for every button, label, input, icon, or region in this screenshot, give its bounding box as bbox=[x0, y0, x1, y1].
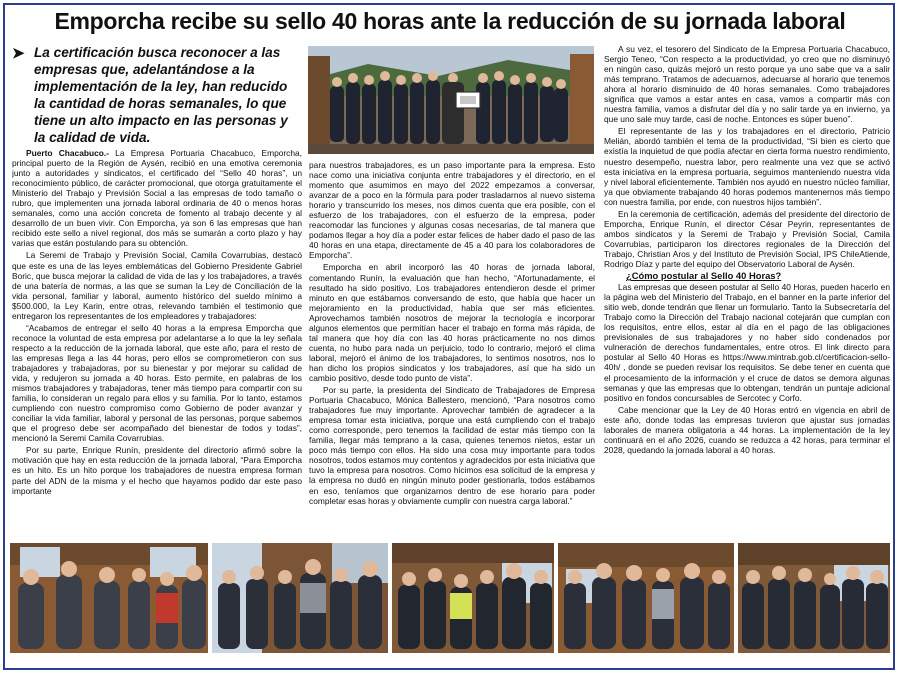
ceremony-group-photo bbox=[308, 46, 594, 154]
photo-group-officials bbox=[10, 543, 208, 653]
paragraph: Emporcha en abril incorporó las 40 horas de jornada laboral, comentando Runín, la evaluación que han hecho, “Afortunadamente, el resultado ha sido positivo. Los trabajadores entendieron desde el primer minuto en que estábamos conversando de esto, que había que hacer un mejoramiento en la productividad, había que ser más eficientes. Aprovechamos también nosotros de mejorar la tecnología e incorporar algunos elementos que permitían hacer el trabajo en forma más rápida, de tal manera que hoy día con las 40 horas prácticamente no nos dimos cuenta, no hubo para nada un perjuicio, todo lo contrario, mejoró el clima laboral, mejoró el ánimo de los trabajadores, lo sentimos nosotros, nos lo han dicho los propios sindicatos y los trabajadores, así que ha sido un cambio positivo, desde todo punto de vista”. bbox=[309, 262, 595, 383]
paragraph: Las empresas que deseen postular al Sello 40 Horas, pueden hacerlo en la página web del Ministerio del Trabajo, en el banner en la parte inferior del sitio web, donde tendrán que llenar un formulario. Tanto la Subsecretaría del Trabajo como la Dirección del Trabajo nacional cotejarán que cumplan con los requisitos, entre ellos, estar al día en el pago de las obligaciones previsionales de sus trabajadores y no haber sido condenados por vulneración de derechos fundamentales, entre otros. El link directo para postular al Sello 40 Horas es https://www.mintrab.gob.cl/certificacion-sello-40h/ , donde se pueden revisar los requisitos. Se debe tener en cuenta que el procesamiento de la información y el cruce de datos se demora algunas semanas y que las empresas que lo obtengan, tendrán un puntaje adicional positivo en fondos concursables de Sercotec y Corfo. bbox=[604, 282, 890, 403]
paragraph: Por su parte, Enrique Runín, presidente del directorio afirmó sobre la motivación que hay en esta reducción de la jornada laboral, “Para Emporcha es un hito. Es un hito porque los trabajadores de nuestra empresa forman parte del ADN de la misma y el hecho que hayamos podido dar este paso importante bbox=[12, 445, 302, 496]
paragraph: para nuestros trabajadores, es un paso importante para la empresa. Esto nace como una iniciativa conjunta entre trabajadores y el directorio, en el momento que asumimos en mayo del 2022 empezamos a conversar, avanzar de a poco en la fórmula para poder trasladarnos al nuevo sistema horario y transcurrido los meses, nos dimos cuenta que era posible, con el esfuerzo de los trabajadores, con el esfuerzo de la empresa, poder reacomodar las funciones y algunas cosas necesarias, de tal manera que podamos llegar a hoy día a poder estar felices de haber dado el paso de las 40 horas en una etapa, directamente de 45 a 40 para los colaboradores de Emporcha”. bbox=[309, 160, 595, 261]
column-1 bbox=[12, 148, 302, 540]
headline: Emporcha recibe su sello 40 horas ante la reducción de su jornada laboral bbox=[54, 8, 846, 34]
lead-text: La certificación busca reconocer a las empresas que, adelantándose a la implementación de la ley, han reducido la cantidad de horas semanales, lo que tiene un alto impacto en las personas y la calidad de vida. bbox=[34, 45, 288, 145]
paragraph: Por su parte, la presidenta del Sindicato de Trabajadores de Empresa Portuaria Chacabuco, Mónica Ballestero, mencionó, “Para nosotros como trabajadores fue muy importante. Aprovechar también de agradecer a la empresa tomar esta iniciativa, porque una está cumpliendo con el trabajo como corresponde, pero tenemos la facilidad de estar más tiempo con la familia, llegar más temprano a la casa, quienes tenemos nietos, estar un poco más tiempo con ellos. Ha sido una cosa muy importante para todos nosotros, todos estamos muy contentos y agradecidos por esta iniciativa que tuvo la empresa para nosotros. Como hicimos esa solicitud de la empresa y la empresa no dudó en ningún minuto poder gestionarla, todos estábamos en eso, teníamos que organizarnos dentro de ese horario para poder completar esas horas y obviamente cumplir con nuestra carga laboral.” bbox=[309, 385, 595, 506]
paragraph: A su vez, el tesorero del Sindicato de la Empresa Portuaria Chacabuco, Sergio Teneo, “Con respecto a la productividad, yo creo que no disminuyó en ningún caso, quizás mejoró un resto porque ya uno sabe que va a salir más temprano. Tratamos de adecuarnos, adecuarse al horario que tenemos ahora al horario disminuido de 40 horas semanales. Como trabajadores significa que vamos a estar antes en casa, vamos a compartir más con nuestra familia, vamos a disfrutar del día y no salir tarde ya en invierno, ya que uno sale muy tarde, casi de noche. Entonces es súper bueno”. bbox=[604, 44, 890, 125]
dateline: Puerto Chacabuco.- bbox=[26, 148, 109, 158]
subheading: ¿Cómo postular al Sello 40 Horas? bbox=[626, 270, 782, 282]
arrow-bullet-icon: ➤ bbox=[12, 45, 25, 62]
paragraph: En la ceremonia de certificación, además del presidente del directorio de Emporcha, Enrique Runín, el director César Peyrin, representantes de ambos sindicatos y la Seremi de Trabajo y Previsión Social, Camila Covarrubias, participaron los directores regionales de la Dirección del Trabajo, Christian Aros y del Instituto de Previsión Social, IPS ChileAtiende, Rodrigo Díaz y parte del equipo del Observatorio Laboral de Aysén. bbox=[604, 208, 890, 269]
photo-group-directors bbox=[558, 543, 734, 653]
paragraph: El representante de las y los trabajadores en el directorio, Patricio Melián, abordó también el tema de la productividad, “Si bien es cierto que existía la inquietud de que podía afectar en cierta forma nuestro rendimiento, nuestro desempeño, nuestra labor, pero realmente una vez que se activó esta iniciativa en la empresa portuaria, seguimos manteniendo nuestra vida y nivel laboral eficientemente. También nos ayudó en nuestro núcleo familiar, ya que obviamente trabajando 40 horas podemos mantenernos más tiempo con nuestra familia, por ende, con nuestros hijos también”. bbox=[604, 126, 890, 207]
photo-group-union bbox=[392, 543, 554, 653]
column-2 bbox=[309, 160, 595, 544]
paragraph: La Seremi de Trabajo y Previsión Social, Camila Covarrubias, destacó que este es una de las leyes emblemáticas del Gobierno Presidente Gabriel Boric, que busca mejorar la calidad de vida de las y los trabajadores, a través de una batería de normas, a las que se suman la Ley de Conciliación de la vida personal, familiar y laboral, aumento histórico del sueldo mínimo a $500.000, la Ley Karin, entre otras, relevando también el testimonio que entregaron los representantes de los empleadores y trabajadores: bbox=[12, 250, 302, 321]
column-3 bbox=[604, 44, 890, 519]
photo-group-team bbox=[738, 543, 890, 653]
paragraph: Puerto Chacabuco.- La Empresa Portuaria Chacabuco, Emporcha, principal puerto de la Región de Aysén, recibió en una emotiva ceremonia junto a autoridades y sindicatos, el certificado del “Sello 40 horas”, un reconocimiento público, de carácter promocional, que otorga gratuitamente el Ministerio del Trabajo y Previsión Social a las empresas de todo tamaño o rubro, que implementen una jornada laboral ordinaria de 40 o menos horas semanales, como una acción concreta de fomento al trabajo decente y al desarrollo de un buen vivir. Con Emporcha, ya son 6 las empresas que han recibido este sello a nivel regional, dos más se sumarán a corto plazo y hay varias que están postulando para su obtención. bbox=[12, 148, 302, 249]
paragraph: Cabe mencionar que la Ley de 40 Horas entró en vigencia en abril de este año, donde todas las empresas tuvieron que ajustar sus jornadas laborales de manera obligatoria a 44 horas. La implementación de la ley continuará en el año 2026, cuando se reduzca a 42 horas, para terminar el 2028, quedando la jornada laboral a 40 horas. bbox=[604, 404, 890, 455]
photo-group-workers bbox=[212, 543, 388, 653]
paragraph: “Acabamos de entregar el sello 40 horas a la empresa Emporcha que reconoce la voluntad de esta empresa por adelantarse a lo que la ley señala respecto a la reducción de la jornada laboral, que este año, para el resto de las empresas llega a las 44 horas, pero ellos se comprometieron con sus trabajadores y trabajadoras, por su bienestar y por mejorar su calidad de vida, y redujeron su jornada a 40 horas. Esto permite, en palabras de los mismos trabajadores y trabajadoras, tener más tiempo para compartir con su familia, lo consideran un regalo para ellos y su familia. Por lo tanto, estamos cumpliendo con nuestro compromiso como Gobierno de poder avanzar y conciliar la vida familiar, laboral y personal de las personas, porque sabemos que el progreso debe ser acompañado del bienestar de todos y todas”, mencionó la Seremi Camila Covarrubias. bbox=[12, 322, 302, 444]
